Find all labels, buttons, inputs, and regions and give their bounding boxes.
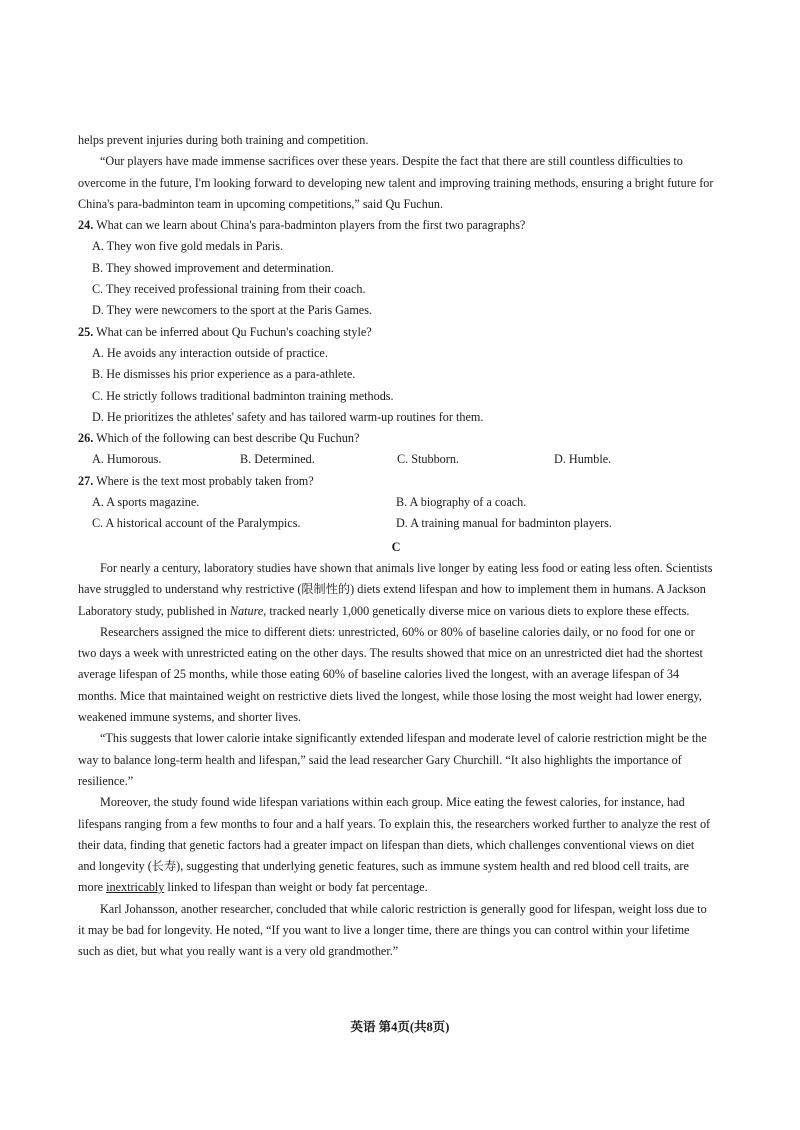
question-25-stem [78,322,714,343]
passage-c-paragraph-1 [78,558,714,622]
question-text: What can we learn about China's para-badminton players from the first two paragraphs? [96,218,526,233]
question-number: 27. [78,473,94,488]
passage-c-paragraph-3: “This suggests that lower calorie intake significantly extended lifespan and moderate level of calorie restriction might be the way to balance long-term health and lifespan,” said the lead researcher Gary Churchill. “It also highlights the importance of resilience.” [78,731,707,788]
paragraph-text: Moreover, the study found wide lifespan variations within each group. Mice eating the fewest calories, for instance, had lifespans ranging from a few months to four and a half years. To explain this, the researchers worked further to analyze the rest of their data, finding that genetic factors had a greater impact on lifespan than diets, which challenges conventional views on diet and longevity (长寿), suggesting that underlying genetic features, such as immune system health and red blood cell traits, are more [78,795,711,895]
page-footer: 英语 第4页(共8页) [350,1020,450,1034]
option-a: A. He avoids any interaction outside of practice. [92,345,328,360]
option-b: B. They showed improvement and determination. [92,260,334,275]
option-c: C. They received professional training from their coach. [92,282,366,297]
option-b: B. Determined. [240,452,315,467]
option-a: A. Humorous. [92,452,162,467]
question-27 [78,471,714,535]
passage-c-heading: C [391,539,401,554]
question-27-stem [78,471,714,492]
option-d: D. Humble. [554,452,612,467]
paragraph-text: linked to lifespan than weight or body fat percentage. [164,880,428,895]
option-c: C. He strictly follows traditional badminton training methods. [92,388,394,403]
journal-name: Nature [229,603,264,618]
options-row [78,513,714,534]
question-26 [78,428,714,471]
passage-c-paragraph-4 [78,792,714,898]
paragraph-text: For nearly a century, laboratory studies have shown that animals live longer by eating less food or eating less often. Scientists have struggled to understand why restrictive (限制性的) diets extend lifespan and how to implement them in humans. A Jackson Laboratory study, published in [78,560,713,618]
question-24-stem [78,215,714,236]
question-25 [78,322,714,428]
option-c: C. Stubborn. [397,452,459,467]
question-number: 26. [78,431,94,446]
passage-c-paragraph-5: Karl Johansson, another researcher, concluded that while caloric restriction is generally good for lifespan, weight loss due to it may be bad for longevity. He noted, “If you want to live a longer time, there are things you can control within your lifetime such as diet, but what you really want is a very old grandmother.” [78,901,707,959]
option-c: C. A historical account of the Paralympics. [92,516,301,531]
question-26-stem [78,428,714,449]
question-text: Where is the text most probably taken from? [96,473,314,488]
option-a: A. A sports magazine. [92,495,200,510]
underlined-word: inextricably [106,880,165,895]
options-row [78,449,714,470]
coach-quote-paragraph: “Our players have made immense sacrifices over these years. Despite the fact that there are still countless difficulties to overcome in the future, I'm looking forward to developing new talent and improving training methods, ensuring a bright future for China's para-badminton team in upcoming competitions,” said Qu Fuchun. [78,154,714,211]
question-24 [78,215,714,321]
paragraph-text: , tracked nearly 1,000 genetically diverse mice on various diets to explore these effects. [263,603,690,618]
continuation-line: helps prevent injuries during both training and competition. [78,133,369,147]
page-content [78,130,714,963]
question-text: Which of the following can best describe Qu Fuchun? [96,431,360,446]
option-d: D. He prioritizes the athletes' safety and has tailored warm-up routines for them. [92,409,484,424]
options-row [78,492,714,513]
question-number: 25. [78,324,94,339]
option-d: D. They were newcomers to the sport at the Paris Games. [92,303,373,318]
option-b: B. He dismisses his prior experience as a para-athlete. [92,367,356,382]
question-number: 24. [78,218,94,233]
option-a: A. They won five gold medals in Paris. [92,239,284,254]
option-b: B. A biography of a coach. [396,495,527,510]
passage-c-paragraph-2: Researchers assigned the mice to different diets: unrestricted, 60% or 80% of baseline calories daily, or no food for one or two days a week with unrestricted eating on the other days. The results showed that mice on an unrestricted diet had the shortest average lifespan of 25 months, while those eating 60% of baseline calories lived the longest, with an average lifespan of 34 months. Mice that maintained weight on restrictive diets lived the longest, while those losing the most weight had lower energy, weakened immune systems, and shorter lives. [78,624,703,725]
option-d: D. A training manual for badminton players. [396,516,612,531]
question-text: What can be inferred about Qu Fuchun's coaching style? [96,324,372,339]
